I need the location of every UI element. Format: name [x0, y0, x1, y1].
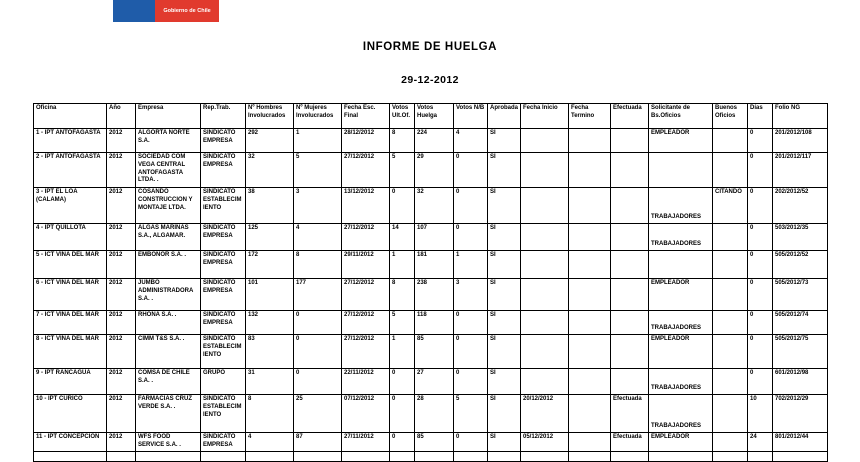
table-cell: 1 - IPT ANTOFAGASTA: [34, 129, 107, 153]
table-cell: 801/2012/44: [773, 433, 828, 452]
table-cell: 1: [390, 335, 415, 369]
table-cell: 9 - IPT RANCAGUA: [34, 369, 107, 395]
table-cell: SI: [488, 251, 521, 279]
table-cell: 32: [415, 188, 454, 224]
table-cell: 24: [748, 433, 773, 452]
table-cell: 87: [294, 433, 342, 452]
table-cell: 10 - IPT CURICO: [34, 395, 107, 433]
table-cell: [521, 335, 569, 369]
table-cell: 5: [390, 153, 415, 188]
table-cell: 0: [748, 129, 773, 153]
table-cell: [649, 251, 713, 279]
table-cell: [713, 395, 748, 433]
column-header: Nº Hombres Involucrados: [246, 104, 294, 129]
table-cell: SI: [488, 395, 521, 433]
table-cell: [713, 153, 748, 188]
column-header: Nº Mujeres Involucrados: [294, 104, 342, 129]
table-cell: [569, 153, 611, 188]
table-cell: 29/11/2012: [342, 251, 390, 279]
table-cell: 0: [748, 153, 773, 188]
table-row: [34, 311, 828, 335]
table-cell: 0: [390, 395, 415, 433]
table-row: [34, 395, 828, 433]
table-cell: SI: [488, 129, 521, 153]
table-row: [34, 153, 828, 188]
table-cell: 2012: [107, 395, 136, 433]
table-cell: 0: [454, 311, 488, 335]
table-cell: 4: [246, 433, 294, 452]
table-cell: Efectuada: [611, 433, 649, 452]
table-cell: 27/12/2012: [342, 224, 390, 251]
table-cell: COSANDO CONSTRUCCION Y MONTAJE LTDA.: [136, 188, 201, 224]
table-cell: [521, 224, 569, 251]
table-cell: 4 - IPT QUILLOTA: [34, 224, 107, 251]
table-cell: [569, 311, 611, 335]
table-cell: 1: [390, 251, 415, 279]
table-cell: 238: [415, 279, 454, 311]
table-cell: SI: [488, 224, 521, 251]
table-cell: 0: [454, 224, 488, 251]
table-cell: [649, 153, 713, 188]
report-table: [33, 103, 828, 462]
table-cell: 3: [454, 279, 488, 311]
table-cell: EMPLEADOR: [649, 129, 713, 153]
table-cell: 85: [415, 433, 454, 452]
table-cell: 28/12/2012: [342, 129, 390, 153]
column-header: Votos N/B: [454, 104, 488, 129]
table-cell: EMPLEADOR: [649, 433, 713, 452]
table-cell: 181: [415, 251, 454, 279]
table-cell: 0: [294, 369, 342, 395]
table-cell: 0: [748, 335, 773, 369]
table-cell: 4: [294, 224, 342, 251]
table-cell: WFS FOOD SERVICE S.A. .: [136, 433, 201, 452]
table-cell: [713, 311, 748, 335]
table-cell: [521, 279, 569, 311]
table-cell: 132: [246, 311, 294, 335]
table-row: [34, 369, 828, 395]
table-cell: 292: [246, 129, 294, 153]
table-cell: 25: [294, 395, 342, 433]
table-cell: SINDICATO EMPRESA: [201, 279, 246, 311]
table-cell: SINDICATO EMPRESA: [201, 129, 246, 153]
table-cell: 0: [748, 369, 773, 395]
column-header: Empresa: [136, 104, 201, 129]
table-cell: [521, 251, 569, 279]
table-cell: SINDICATO ESTABLECIMIENTO: [201, 188, 246, 224]
table-cell: SINDICATO ESTABLECIMIENTO: [201, 395, 246, 433]
table-cell: [488, 451, 521, 461]
column-header: Año: [107, 104, 136, 129]
table-cell: 28: [415, 395, 454, 433]
table-cell: [611, 153, 649, 188]
table-cell: 0: [390, 369, 415, 395]
table-cell: EMBONOR S.A. .: [136, 251, 201, 279]
table-row: [34, 129, 828, 153]
table-cell: [569, 369, 611, 395]
table-cell: 0: [748, 251, 773, 279]
table-cell: [713, 129, 748, 153]
table-cell: [713, 433, 748, 452]
table-cell: 172: [246, 251, 294, 279]
table-cell: [713, 451, 748, 461]
table-cell: 2012: [107, 129, 136, 153]
table-cell: [611, 251, 649, 279]
table-cell: 505/2012/73: [773, 279, 828, 311]
table-row: [34, 224, 828, 251]
table-cell: 0: [454, 433, 488, 452]
table-cell: CIMM T&S S.A. .: [136, 335, 201, 369]
column-header: Fecha Termino: [569, 104, 611, 129]
table-cell: 13/12/2012: [342, 188, 390, 224]
table-cell: 2012: [107, 369, 136, 395]
table-cell: 27/12/2012: [342, 153, 390, 188]
table-cell: 6 - ICT VIÑA DEL MAR: [34, 279, 107, 311]
column-header: Rep.Trab.: [201, 104, 246, 129]
table-cell: [521, 451, 569, 461]
table-cell: 27/12/2012: [342, 335, 390, 369]
report-title: INFORME DE HUELGA: [362, 41, 498, 53]
logo-red-block: [155, 0, 219, 22]
table-cell: [773, 451, 828, 461]
table-cell: [107, 451, 136, 461]
table-cell: 107: [415, 224, 454, 251]
table-cell: [454, 451, 488, 461]
table-cell: 2012: [107, 433, 136, 452]
table-cell: 22/11/2012: [342, 369, 390, 395]
table-cell: 201/2012/117: [773, 153, 828, 188]
table-cell: TRABAJADORES: [649, 369, 713, 395]
table-cell: 2 - IPT ANTOFAGASTA: [34, 153, 107, 188]
table-cell: [521, 369, 569, 395]
table-cell: 83: [246, 335, 294, 369]
table-cell: 125: [246, 224, 294, 251]
table-cell: SINDICATO EMPRESA: [201, 433, 246, 452]
table-cell: 8: [246, 395, 294, 433]
table-cell: 202/2012/52: [773, 188, 828, 224]
column-header: Folio NG: [773, 104, 828, 129]
table-cell: RHONA S.A. .: [136, 311, 201, 335]
table-cell: 0: [748, 279, 773, 311]
table-cell: SINDICATO EMPRESA: [201, 153, 246, 188]
table-cell: 0: [390, 188, 415, 224]
table-cell: SI: [488, 433, 521, 452]
table-cell: [713, 369, 748, 395]
table-cell: 702/2012/29: [773, 395, 828, 433]
table-cell: [611, 369, 649, 395]
table-cell: 2012: [107, 251, 136, 279]
table-cell: 0: [454, 369, 488, 395]
table-cell: 1: [294, 129, 342, 153]
table-cell: SINDICATO EMPRESA: [201, 251, 246, 279]
table-cell: COMSA DE CHILE S.A. .: [136, 369, 201, 395]
table-cell: 2012: [107, 153, 136, 188]
table-cell: 0: [748, 188, 773, 224]
table-cell: [521, 311, 569, 335]
table-cell: SI: [488, 279, 521, 311]
table-cell: 27/11/2012: [342, 433, 390, 452]
table-cell: 503/2012/35: [773, 224, 828, 251]
logo-text: Gobierno de Chile: [163, 7, 211, 14]
column-header: Oficina: [34, 104, 107, 129]
table-cell: [569, 251, 611, 279]
table-cell: 8 - ICT VIÑA DEL MAR: [34, 335, 107, 369]
column-header: Buenos Oficios: [713, 104, 748, 129]
table-cell: 31: [246, 369, 294, 395]
table-cell: [390, 451, 415, 461]
table-cell: 5: [294, 153, 342, 188]
table-cell: [294, 451, 342, 461]
table-cell: 5 - ICT VIÑA DEL MAR: [34, 251, 107, 279]
table-cell: [611, 129, 649, 153]
column-header: Fecha Inicio: [521, 104, 569, 129]
logo-blue-block: [113, 0, 155, 22]
table-cell: 177: [294, 279, 342, 311]
table-cell: JUMBO ADMINISTRADORA S.A. .: [136, 279, 201, 311]
table-cell: 0: [294, 311, 342, 335]
table-cell: 27/12/2012: [342, 279, 390, 311]
table-cell: 27: [415, 369, 454, 395]
table-cell: [521, 129, 569, 153]
column-header: Fecha Esc. Final: [342, 104, 390, 129]
table-cell: 2012: [107, 279, 136, 311]
table-cell: Efectuada: [611, 395, 649, 433]
table-cell: ALGAS MARINAS S.A., ALGAMAR.: [136, 224, 201, 251]
column-header: Efectuada: [611, 104, 649, 129]
table-row: [34, 279, 828, 311]
column-header: Votos Huelga: [415, 104, 454, 129]
table-cell: [611, 224, 649, 251]
table-cell: 0: [294, 335, 342, 369]
table-cell: GRUPO: [201, 369, 246, 395]
table-cell: [246, 451, 294, 461]
table-cell: [611, 335, 649, 369]
table-row: [34, 188, 828, 224]
column-header: Solicitante de Bs.Oficios: [649, 104, 713, 129]
table-cell: [415, 451, 454, 461]
table-cell: 11 - IPT CONCEPCION: [34, 433, 107, 452]
table-cell: [713, 251, 748, 279]
table-row: [34, 433, 828, 452]
table-cell: [569, 335, 611, 369]
table-cell: SOCIEDAD COM VEGA CENTRAL ANTOFAGASTA LTDA. .: [136, 153, 201, 188]
table-cell: [611, 279, 649, 311]
table-cell: 2012: [107, 311, 136, 335]
table-cell: 101: [246, 279, 294, 311]
table-cell: 85: [415, 335, 454, 369]
column-header: Aprobada: [488, 104, 521, 129]
table-cell: 0: [454, 335, 488, 369]
table-cell: [136, 451, 201, 461]
table-cell: [569, 224, 611, 251]
table-cell: [569, 395, 611, 433]
table-cell: FARMACIAS CRUZ VERDE S.A. .: [136, 395, 201, 433]
table-cell: 505/2012/74: [773, 311, 828, 335]
table-cell: 07/12/2012: [342, 395, 390, 433]
table-cell: [342, 451, 390, 461]
table-row: [34, 251, 828, 279]
table-cell: [521, 188, 569, 224]
table-cell: 0: [748, 224, 773, 251]
table-cell: 05/12/2012: [521, 433, 569, 452]
table-cell: SI: [488, 311, 521, 335]
table-cell: SI: [488, 369, 521, 395]
table-cell: 27/12/2012: [342, 311, 390, 335]
table-cell: SI: [488, 153, 521, 188]
table-cell: 2012: [107, 335, 136, 369]
table-cell: 0: [454, 188, 488, 224]
table-cell: 4: [454, 129, 488, 153]
table-cell: TRABAJADORES: [649, 188, 713, 224]
table-cell: [713, 279, 748, 311]
table-cell: 10: [748, 395, 773, 433]
table-cell: 201/2012/108: [773, 129, 828, 153]
table-cell: 601/2012/98: [773, 369, 828, 395]
table-cell: [611, 188, 649, 224]
table-body: [34, 129, 828, 462]
table-cell: SINDICATO EMPRESA: [201, 311, 246, 335]
report-date: 29-12-2012: [401, 74, 459, 86]
table-cell: TRABAJADORES: [649, 395, 713, 433]
table-cell: 7 - ICT VIÑA DEL MAR: [34, 311, 107, 335]
table-cell: 505/2012/52: [773, 251, 828, 279]
table-cell: 2012: [107, 224, 136, 251]
column-header: Votos Ult.Of.: [390, 104, 415, 129]
table-cell: 5: [454, 395, 488, 433]
table-cell: 1: [454, 251, 488, 279]
table-cell: [649, 451, 713, 461]
table-cell: 32: [246, 153, 294, 188]
table-cell: [748, 451, 773, 461]
table-cell: [201, 451, 246, 461]
table-cell: [611, 451, 649, 461]
table-cell: 0: [454, 153, 488, 188]
table-cell: [611, 311, 649, 335]
table-cell: TRABAJADORES: [649, 311, 713, 335]
table-cell: [569, 188, 611, 224]
table-cell: ALGORTA NORTE S.A.: [136, 129, 201, 153]
table-cell: 0: [748, 311, 773, 335]
table-cell: 38: [246, 188, 294, 224]
table-cell: 0: [390, 433, 415, 452]
table-row-partial: [34, 451, 828, 461]
table-cell: 5: [390, 311, 415, 335]
table-cell: [34, 451, 107, 461]
table-cell: EMPLEADOR: [649, 279, 713, 311]
table-cell: 8: [390, 129, 415, 153]
table-cell: 29: [415, 153, 454, 188]
table-cell: 2012: [107, 188, 136, 224]
table-cell: EMPLEADOR: [649, 335, 713, 369]
table-cell: [569, 129, 611, 153]
table-cell: [569, 451, 611, 461]
table-cell: [713, 335, 748, 369]
gobierno-logo: [113, 0, 219, 22]
table-cell: [569, 279, 611, 311]
table-cell: 3: [294, 188, 342, 224]
table-row: [34, 335, 828, 369]
table-cell: SI: [488, 335, 521, 369]
table-cell: [713, 224, 748, 251]
table-cell: 8: [294, 251, 342, 279]
table-cell: CITANDO: [713, 188, 748, 224]
table-cell: 505/2012/75: [773, 335, 828, 369]
table-cell: 8: [390, 279, 415, 311]
table-cell: [569, 433, 611, 452]
column-header: Días: [748, 104, 773, 129]
table-cell: TRABAJADORES: [649, 224, 713, 251]
table-cell: 14: [390, 224, 415, 251]
table-cell: [521, 153, 569, 188]
table-cell: 118: [415, 311, 454, 335]
table-cell: 3 - IPT EL LOA (CALAMA): [34, 188, 107, 224]
table-cell: SI: [488, 188, 521, 224]
table-cell: 224: [415, 129, 454, 153]
table-cell: 20/12/2012: [521, 395, 569, 433]
table-header: [34, 104, 828, 129]
table-cell: SINDICATO ESTABLECIMIENTO: [201, 335, 246, 369]
table-cell: SINDICATO EMPRESA: [201, 224, 246, 251]
